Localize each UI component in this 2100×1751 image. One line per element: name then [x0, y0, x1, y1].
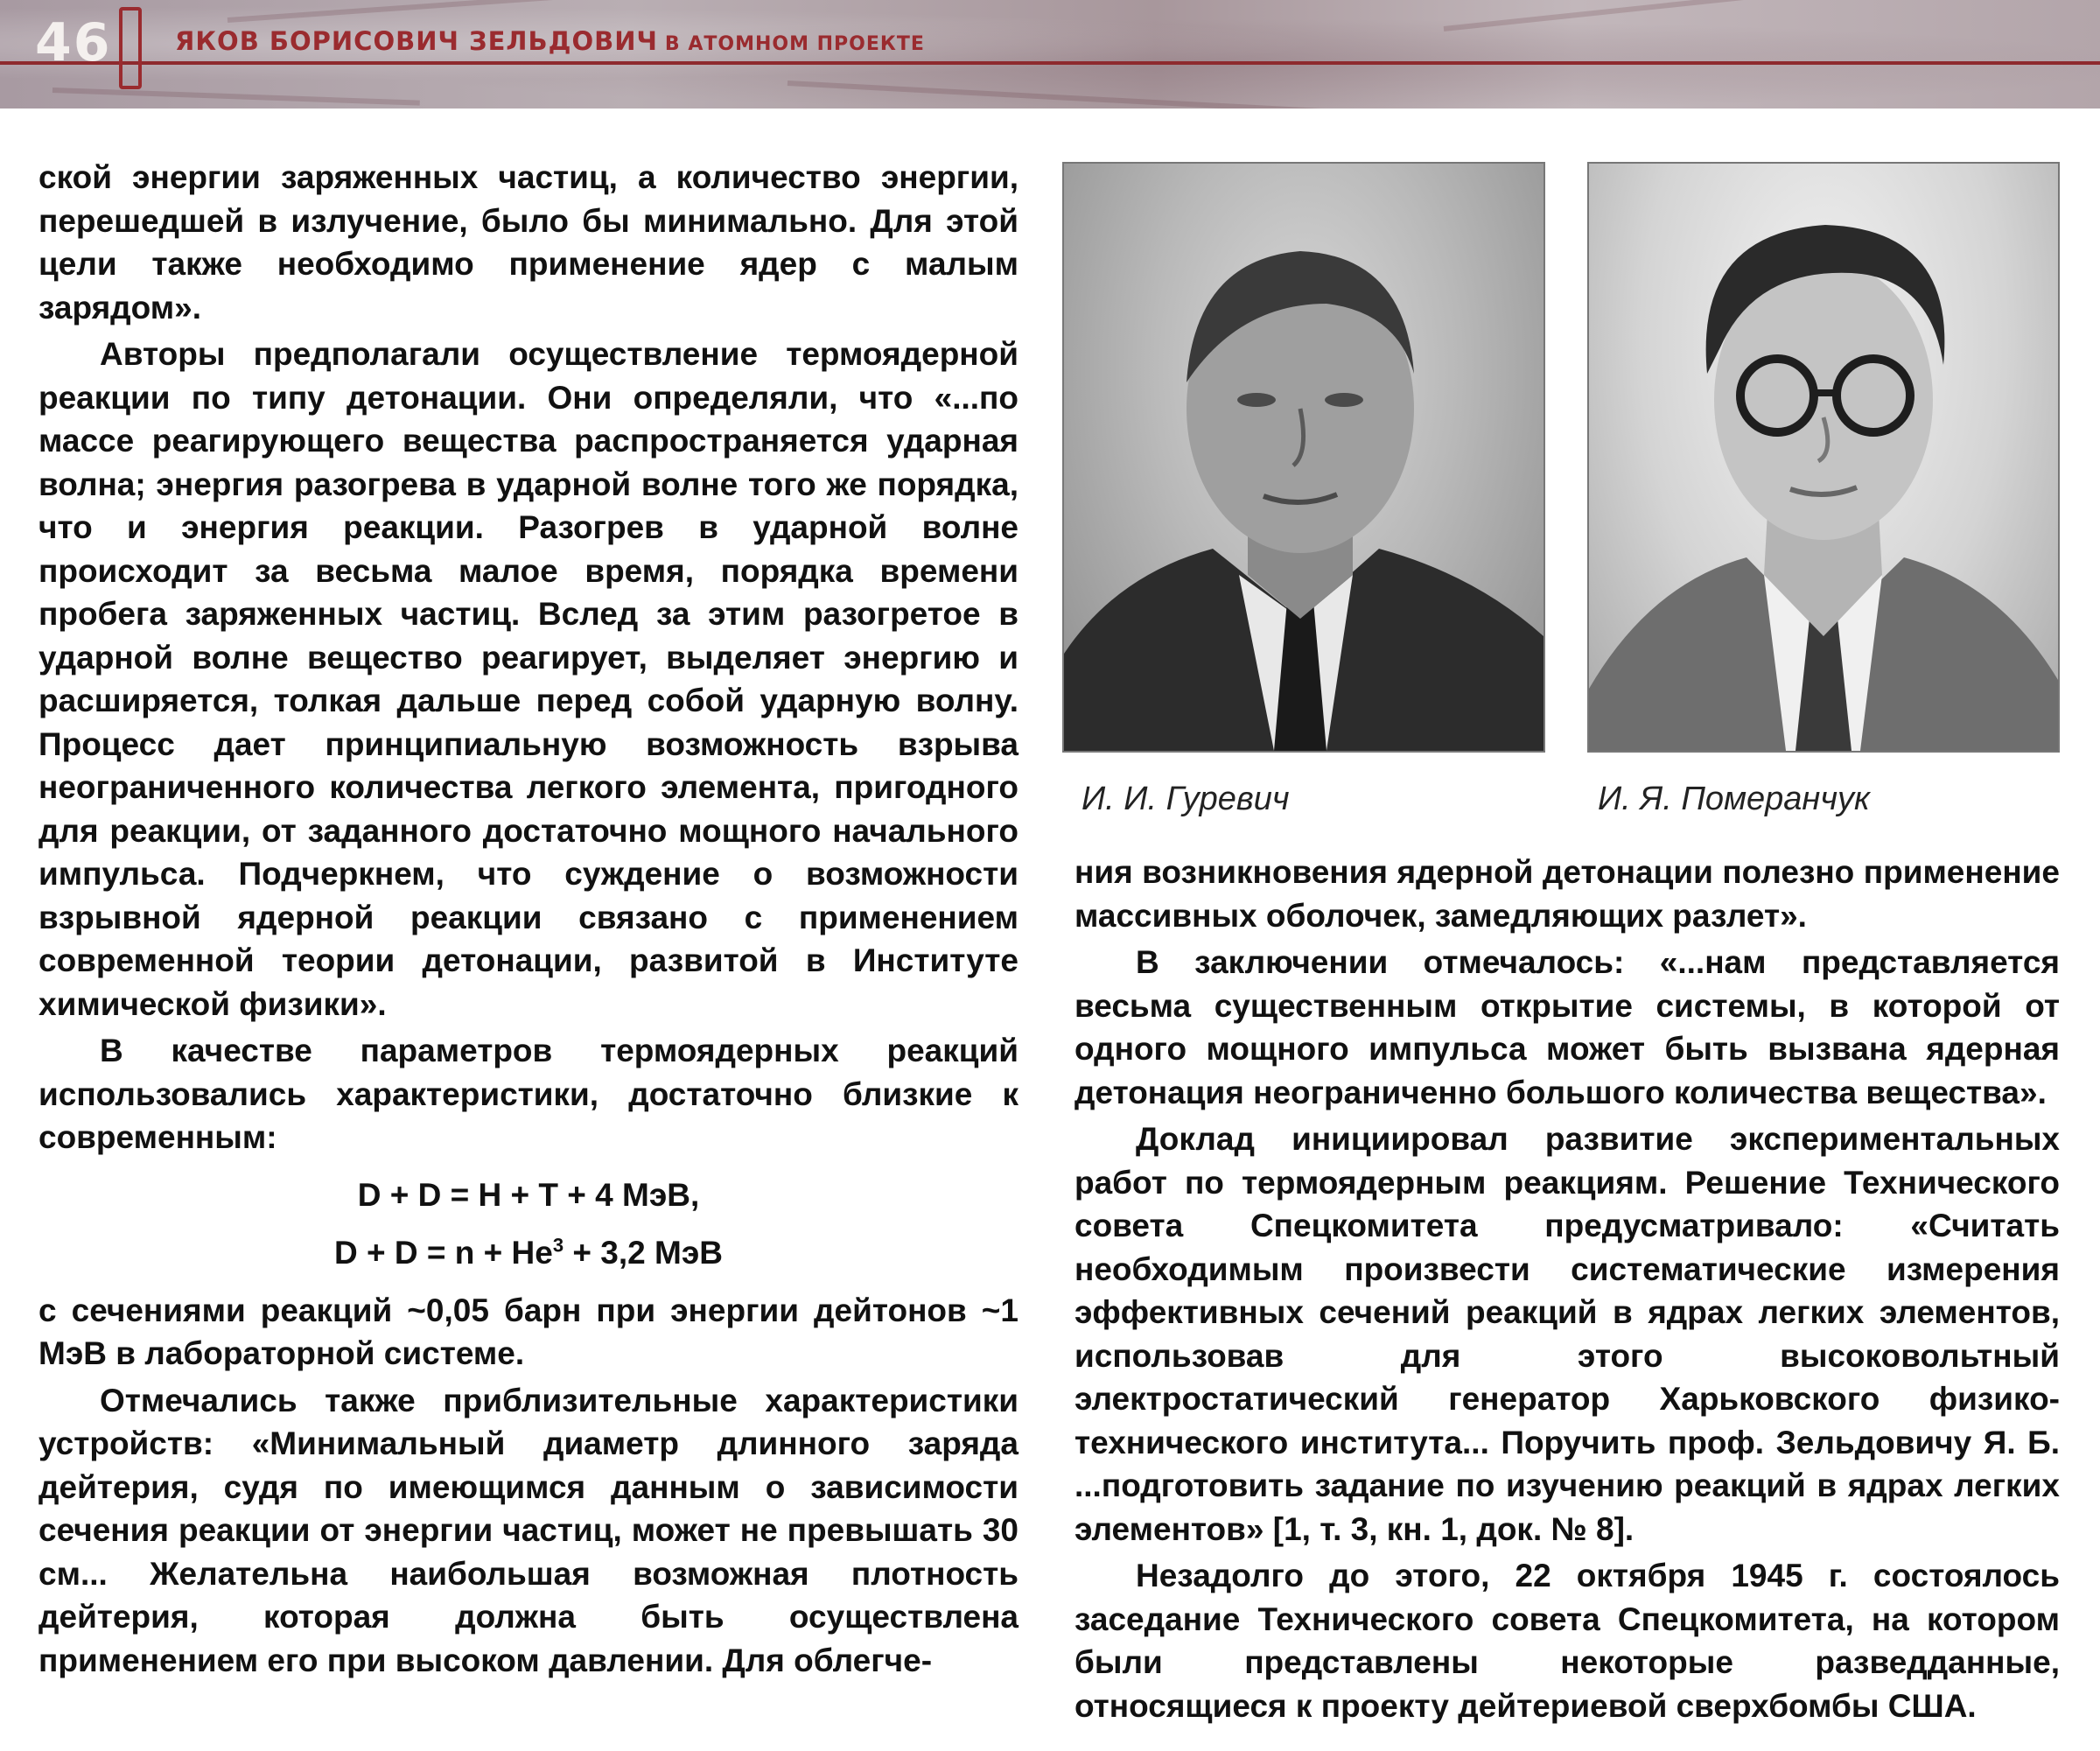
running-title-main: ЯКОВ БОРИСОВИЧ ЗЕЛЬДОВИЧ	[175, 26, 658, 56]
portrait-photo-gurevich	[1062, 162, 1545, 753]
portrait-photo-pomeranchuk	[1587, 162, 2060, 753]
paragraph: с сечениями реакций ~0,05 барн при энергии дейтонов ~1 МэВ в лабораторной системе.	[38, 1292, 1018, 1371]
formula-part: + 3,2 МэВ	[564, 1234, 723, 1271]
paragraph: Авторы предполагали осуществление термоядерной реакции по типу детонации. Они определяли, что «...по массе реагирующего вещества распространяется ударная волна; энергия разогрева в ударной волне того же порядка, что и энергия реакции. Разогрев в ударной волне происходит за весьма малое время, порядка времени пробега заряженных частиц. Вслед за этим разогретое в ударной волне вещество реагирует, выделяет энергию и расширяется, толкая дальше перед собой ударную волну. Процесс дает принципиальную возможность взрыва неограниченного количества легкого элемента, пригодного для реакции, от заданного достаточно мощного начального импульса. Подчеркнем, что суждение о возможности взрывной ядерной реакции связано с применением современной теории детонации, развитой в Институте химической физики».	[38, 336, 1018, 1022]
reaction-formula-2	[38, 1222, 1018, 1284]
paragraph: Незадолго до этого, 22 октября 1945 г. состоялось заседание Технического совета Спецкомитета, на котором были представлены некоторые разведданные, относящиеся к проекту дейтериевой сверхбомбы США.	[1074, 1558, 2060, 1724]
header-texture	[1444, 0, 1966, 32]
running-title	[175, 26, 925, 56]
paragraph: ской энергии заряженных частиц, а количество энергии, перешедшей в излучение, было бы минимально. Для этой цели также необходимо применение ядер с малым зарядом».	[38, 159, 1018, 326]
page-number: 46	[35, 12, 112, 74]
formula-part: D + D = n + He	[334, 1234, 553, 1271]
header-texture	[228, 0, 682, 23]
paragraph: Отмечались также приблизительные характеристики устройств: «Минимальный диаметр длинного заряда дейтерия, судя по имеющимся данным о зависимости сечения реакции от энергии частиц, может не превышать 30 см... Желательна наибольшая возможная плотность дейтерия, которая должна быть осуществлена применением его при высоком давлении. Для облегче-	[38, 1382, 1018, 1678]
running-title-sub: В АТОМНОМ ПРОЕКТЕ	[664, 33, 925, 55]
paragraph: ния возникновения ядерной детонации полезно применение массивных оболочек, замедляющих разлет».	[1074, 854, 2060, 934]
formula-superscript: 3	[552, 1234, 564, 1257]
header-rule	[0, 61, 2100, 65]
paragraph: В качестве параметров термоядерных реакций использовались характеристики, достаточно близкие к современным:	[38, 1033, 1018, 1155]
left-text-column	[38, 156, 1018, 1682]
reaction-formula-1: D + D = H + T + 4 МэВ,	[357, 1176, 700, 1213]
header-texture	[788, 81, 1399, 109]
photo-caption-pomeranchuk: И. Я. Померанчук	[1598, 781, 1870, 817]
header-texture	[52, 88, 420, 106]
portrait-illustration	[1589, 164, 2058, 751]
header-bracket-ornament	[119, 7, 142, 89]
page-header	[0, 0, 2100, 109]
paragraph: В заключении отмечалось: «...нам представляется весьма существенным открытие системы, в которой от одного мощного импульса может быть вызвана ядерная детонация неограниченно большого количества вещества».	[1074, 944, 2060, 1110]
photo-caption-gurevich: И. И. Гуревич	[1082, 781, 1290, 817]
right-text-column	[1074, 851, 2060, 1727]
paragraph: Доклад инициировал развитие экспериментальных работ по термоядерным реакциям. Решение Технического совета Спецкомитета предусматривало: «Считать необходимым произвести систематические измерения эффективных сечений реакций в ядрах легких элементов, использовав для этого высоковольтный электростатический генератор Харьковского физико-технического института... Поручить проф. Зельдовичу Я. Б. ...подготовить задание по изучению реакций в ядрах легких элементов» [1, т. 3, кн. 1, док. № 8].	[1074, 1121, 2060, 1547]
portrait-illustration	[1064, 164, 1544, 751]
